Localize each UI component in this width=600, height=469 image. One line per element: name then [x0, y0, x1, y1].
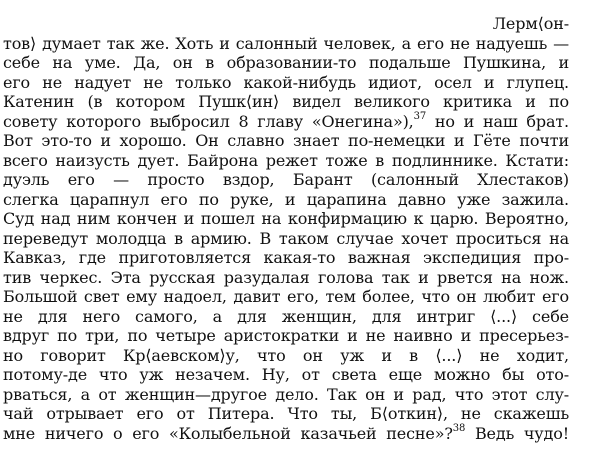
text-line: Большой свет ему надоел, давит его, тем более, что он любит его	[3, 287, 569, 306]
text-line: слегка царапнул его по руке, и царапина давно уже зажила.	[3, 189, 569, 209]
text-segment: совету которого выбросил 8 главу «Онегина»),	[3, 111, 414, 131]
text-line: Суд над ним кончен и пошел на конфирмацию к царю. Вероятно,	[3, 209, 569, 228]
text-line: чай отрывает его от Питера. Что ты, Б⟨откин⟩, не скажешь	[3, 404, 569, 423]
text-line: себе на уме. Да, он в образовании-то подальше Пушкина, и	[3, 53, 569, 72]
text-line: потому-де что уж незачем. Ну, от света еще можно бы ото-	[3, 365, 569, 384]
text-line: Кавказ, где приготовляется какая-то важная экспедиция про-	[3, 248, 569, 267]
text-line: всего наизусть дует. Байрона режет тоже в подлиннике. Кстати:	[3, 150, 569, 170]
text-line: Лерм⟨он-	[492, 14, 569, 33]
text-line: рваться, а от женщин—другое дело. Так он и рад, что этот слу-	[3, 384, 569, 404]
text-line: переведут молодца в армию. В таком случае хочет проситься на	[3, 228, 569, 248]
text-line	[3, 112, 569, 132]
text-segment: мне ничего о его «Колыбельной казачьей песне»?	[3, 423, 453, 443]
text-segment: Ведь чудо!	[474, 423, 569, 443]
text-line: но говорит Кр⟨аевском⟩у, что он уж и в ⟨...⟩ не ходит,	[3, 345, 569, 365]
text-line: вдруг по три, по четыре аристократки и не наивно и пресерьез-	[3, 326, 569, 345]
footnote-ref-38: 38	[452, 423, 466, 435]
text-line: Катенин (в котором Пушк⟨ин⟩ видел великого критика и по	[3, 92, 569, 111]
text-line: Вот это-то и хорошо. Он славно знает по-немецки и Гёте почти	[3, 131, 569, 150]
text-line: его не надует не только какой-нибудь идиот, осел и глупец.	[3, 72, 569, 92]
text-line: тов⟩ думает так же. Хоть и салонный человек, а его не надуешь —	[3, 33, 569, 53]
text-segment: но и наш брат.	[426, 111, 569, 131]
text-line: не для него самого, а для женщин, для интриг ⟨...⟩ себе	[3, 306, 569, 326]
text-line	[3, 424, 569, 444]
footnote-ref-37: 37	[413, 111, 427, 123]
text-line: дуэль его — просто вздор, Барант (салонный Хлестаков)	[3, 170, 569, 189]
letter-text	[3, 14, 569, 443]
text-line: тив черкес. Эта русская разудалая голова так и рвется на нож.	[3, 267, 569, 287]
